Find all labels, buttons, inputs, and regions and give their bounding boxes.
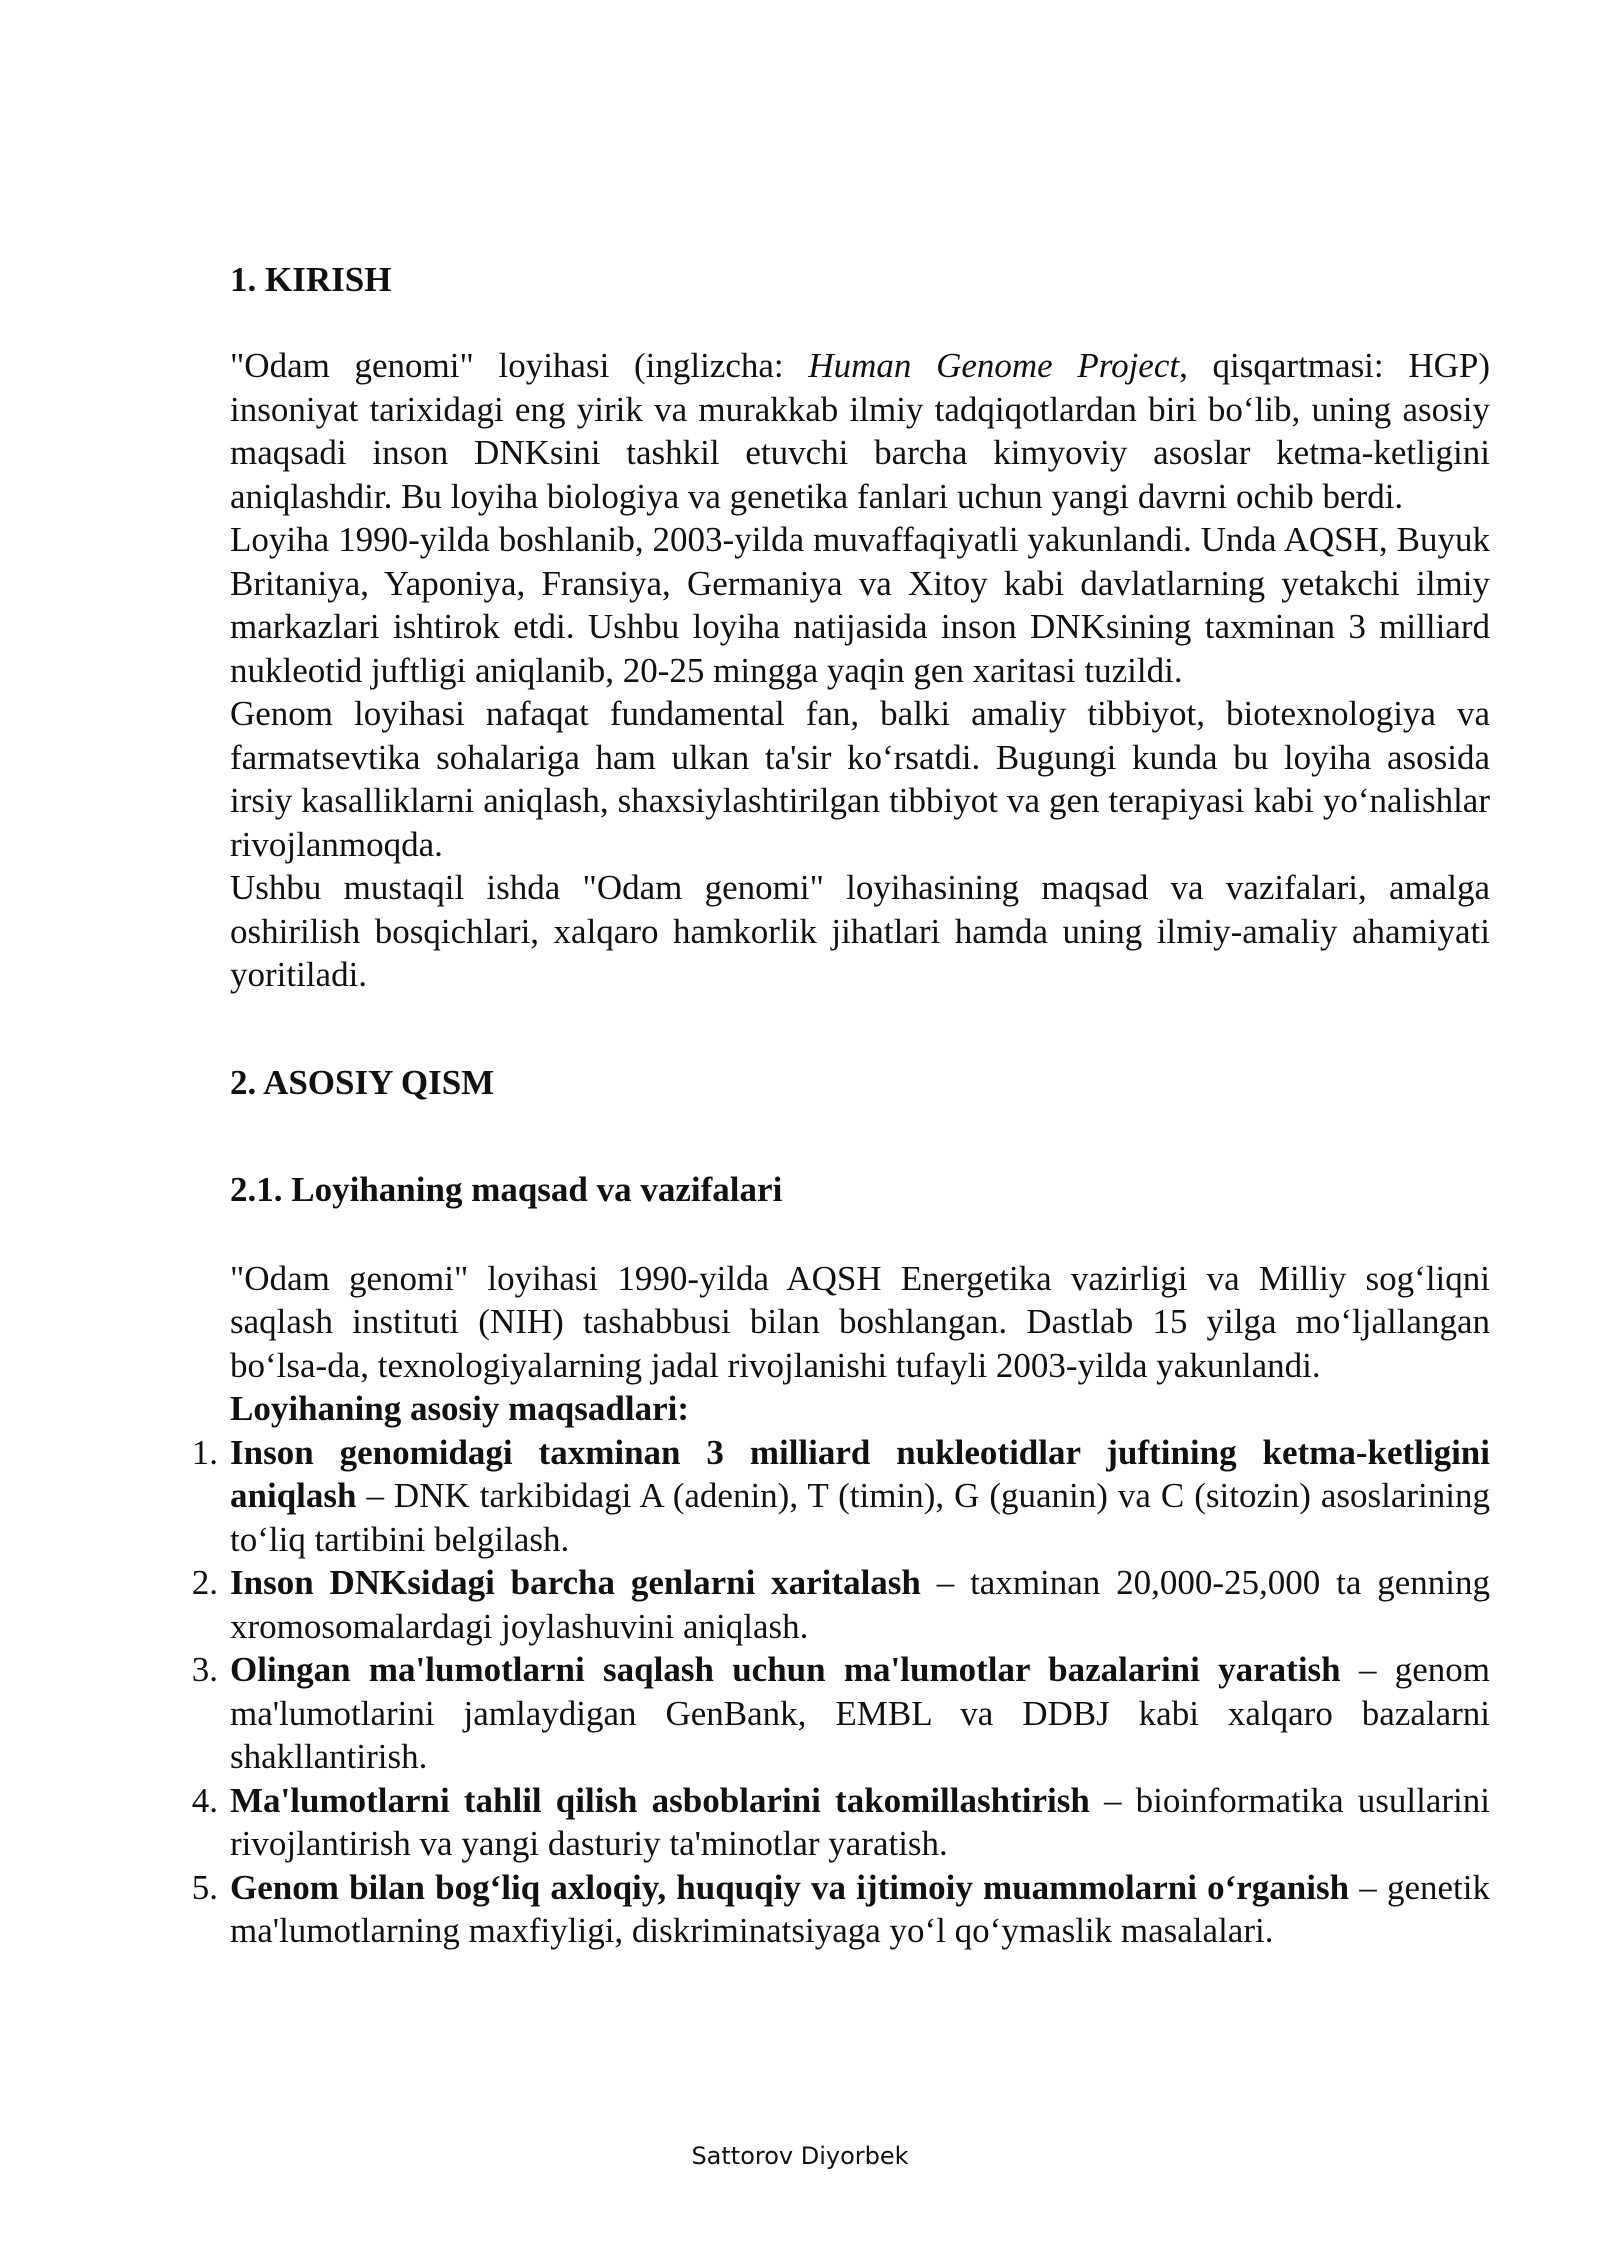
- intro-paragraph-3: Genom loyihasi nafaqat fundamental fan, balki amaliy tibbiyot, biotexnologiya va farmatsevtika sohalariga ham ulkan ta'sir ko‘rsatdi. Bugungi kunda bu loyiha asosida irsiy kasalliklarni aniqlash, shaxsiylashtirilgan tibbiyot va gen terapiyasi kabi yo‘nalishlar rivojlanmoqda.: [230, 694, 1490, 864]
- goal-description: – DNK tarkibidagi A (adenin), T (timin), G (guanin) va C (sitozin) asoslarining to‘liq tartibini belgilash.: [230, 1476, 1490, 1559]
- document-body: [191, 258, 1490, 1953]
- intro-paragraph-1-text-b: , qisqartmasi: HGP) insoniyat tarixidagi eng yirik va murakkab ilmiy tadqiqotlardan biri bo‘lib, uning asosiy maqsadi inson DNKsini tashkil etuvchi barcha kimyoviy asoslar ketma-ketligini aniqlashdir. Bu loyiha biologiya va genetika fanlari uchun yangi davrni ochib berdi.: [230, 346, 1490, 516]
- goals-list: [191, 1431, 1490, 1953]
- goal-number: 2.: [191, 1563, 218, 1602]
- intro-paragraph-2: Loyiha 1990-yilda boshlanib, 2003-yilda muvaffaqiyatli yakunlandi. Unda AQSH, Buyuk Britaniya, Yaponiya, Fransiya, Germaniya va Xitoy kabi davlatlarning yetakchi ilmiy markazlari ishtirok etdi. Ushbu loyiha natijasida inson DNKsining taxminan 3 milliard nukleotid juftligi aniqlanib, 20-25 mingga yaqin gen xaritasi tuzildi.: [230, 520, 1490, 690]
- page-footer-author: Sattorov Diyorbek: [691, 2142, 909, 2170]
- goal-number: 3.: [191, 1650, 218, 1689]
- goal-item: [191, 1866, 1490, 1953]
- goal-title: Inson DNKsidagi barcha genlarni xaritalash: [230, 1563, 921, 1602]
- goal-item: [191, 1779, 1490, 1866]
- project-english-name: Human Genome Project: [808, 346, 1180, 385]
- section-heading-kirish: 1. KIRISH: [230, 260, 392, 299]
- intro-paragraph-4: Ushbu mustaqil ishda "Odam genomi" loyihasining maqsad va vazifalari, amalga oshirilish bosqichlari, xalqaro hamkorlik jihatlari hamda uning ilmiy-amaliy ahamiyati yoritiladi.: [230, 868, 1490, 994]
- goal-title: Inson genomidagi taxminan 3 milliard nukleotidlar juftining ketma-ketligini aniqlash: [230, 1432, 1490, 1515]
- section-heading-asosiy-qism: 2. ASOSIY QISM: [230, 1062, 495, 1102]
- intro-paragraph-1: [230, 344, 1490, 518]
- goal-description: – bioinformatika usullarini rivojlantirish va yangi dasturiy ta'minotlar yaratish.: [230, 1780, 1490, 1863]
- goal-description: – genetik ma'lumotlarning maxfiyligi, diskriminatsiyaga yo‘l qo‘ymaslik masalalari.: [230, 1867, 1490, 1950]
- goal-item: [191, 1561, 1490, 1648]
- goal-number: 4.: [191, 1780, 218, 1820]
- goal-title: Ma'lumotlarni tahlil qilish asboblarini takomillashtirish: [230, 1780, 1090, 1820]
- goal-item: [191, 1648, 1490, 1779]
- goal-item: [191, 1431, 1490, 1562]
- subsection-heading: 2.1. Loyihaning maqsad va vazifalari: [230, 1169, 783, 1209]
- goal-description: – genom ma'lumotlarini jamlaydigan GenBank, EMBL va DDBJ kabi xalqaro bazalarni shakllantirish.: [230, 1650, 1490, 1776]
- goal-description: – taxminan 20,000-25,000 ta genning xromosomalardagi joylashuvini aniqlash.: [230, 1563, 1490, 1646]
- goal-number: 1.: [191, 1432, 218, 1472]
- goal-number: 5.: [191, 1867, 218, 1907]
- subsection-paragraph-1: "Odam genomi" loyihasi 1990-yilda AQSH Energetika vazirligi va Milliy sog‘liqni saqlash instituti (NIH) tashabbusi bilan boshlangan. Dastlab 15 yilga mo‘ljallangan bo‘lsa-da, texnologiyalarning jadal rivojlanishi tufayli 2003-yilda yakunlandi.: [230, 1258, 1490, 1385]
- intro-paragraph-1-text-a: "Odam genomi" loyihasi (inglizcha:: [230, 346, 809, 385]
- goals-label: Loyihaning asosiy maqsadlari:: [230, 1389, 689, 1428]
- goal-title: Genom bilan bog‘liq axloqiy, huquqiy va ijtimoiy muammolarni o‘rganish: [230, 1867, 1350, 1907]
- goal-title: Olingan ma'lumotlarni saqlash uchun ma'lumotlar bazalarini yaratish: [230, 1650, 1341, 1689]
